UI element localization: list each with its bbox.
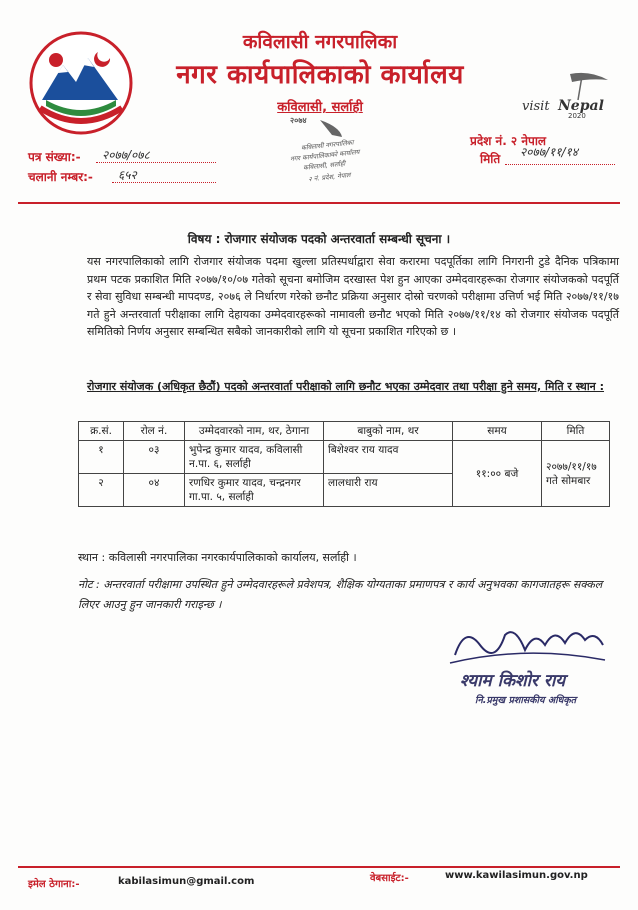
website-label: वेबसाईट:-: [370, 873, 409, 884]
handwritten-signature-icon: [445, 615, 610, 675]
office-location: कविलासी, सर्लाही: [277, 100, 363, 115]
row-candidate: रणधिर कुमार यादव, चन्द्रनगर गा.पा. ५, सर्लाही: [185, 474, 324, 507]
date-line: [505, 164, 615, 165]
table-header-row: [79, 422, 610, 441]
office-name: नगर कार्यपालिकाको कार्यालय: [176, 60, 464, 90]
date-value: २०७७/११/१४: [520, 145, 579, 159]
col-candidate: उम्मेदवारको नाम, थर, ठेगाना: [185, 422, 324, 441]
svg-text:Nepal: Nepal: [558, 98, 604, 114]
notice-body: यस नगरपालिकाको लागि रोजगार संयोजक पदमा खुल्ला प्रतिस्पर्धाद्वारा सेवा करारमा पदपूर्तिका लागि निगरानी टुडे दैनिक पत्रिकामा प्रथम पटक प्रकाशित मिति २०७७/१०/०७ गतेको सूचना बमोजिम दरखास्त पेश हुन आएका उम्मेदवारहरूका रोजगार संयोजकको पदपूर्ति र सेवा सुविधा सम्बन्धी मापदण्ड, २०७६ ले निर्धारण गरेको छनौट प्रक्रिया अनुसार दोस्रो चरणको परीक्षामा उत्तिर्ण भई मिति २०७७/११/१७ गते हुने अन्तरवार्ता परीक्षाका लागि देहायका उम्मेदवारहरूको नामावली छनौट भएको मिति २०७७/११/१४ को रोजगार संयोजक पदपूर्ति समितिको निर्णय अनुसार सम्बन्धित सबैको जानकारीको लागि यो सूचना प्रकाशित गरिएको छ ।: [87, 255, 619, 338]
dispatch-number-line: [112, 182, 216, 183]
footer-divider: [18, 866, 620, 868]
date-label: मिति: [480, 152, 501, 166]
col-time: समय: [453, 422, 542, 441]
col-roll: रोल नं.: [124, 422, 185, 441]
row-candidate: भुपेन्द्र कुमार यादव, कविलासी न.पा. ६, सर्लाही: [185, 441, 324, 474]
svg-text:२०७४: २०७४: [290, 116, 307, 125]
dispatch-number-value: ६५२: [118, 168, 137, 182]
candidate-table: [78, 421, 610, 507]
website-link[interactable]: www.kawilasimun.gov.np: [445, 870, 588, 881]
ref-number-value: २०७७/०७८: [102, 148, 150, 162]
row-father: लालधारी राय: [324, 474, 453, 507]
table-row: [79, 441, 610, 474]
email-label: इमेल ठेगाना:-: [28, 879, 80, 890]
header-divider: [18, 202, 620, 204]
col-sn: क्र.सं.: [79, 422, 124, 441]
svg-text:visit: visit: [522, 99, 550, 114]
svg-text:नगर कार्यपालिकाको कार्यालय: नगर कार्यपालिकाको कार्यालय: [289, 147, 360, 164]
row-father: बिशेश्वर राय यादव: [324, 441, 453, 474]
municipality-emblem-icon: [28, 30, 134, 136]
province-label: प्रदेश नं. २ नेपाल: [470, 134, 547, 148]
dispatch-number-label: चलानी नम्बर:-: [28, 170, 93, 184]
municipality-name: कविलासी नगरपालिका: [242, 31, 398, 53]
notice-subject: विषय : रोजगार संयोजक पदको अन्तरवार्ता सम्बन्धी सूचना ।: [187, 232, 451, 246]
row-sn: २: [79, 474, 124, 507]
col-date: मिति: [542, 422, 610, 441]
svg-text:कविलासी, सर्लाही: कविलासी, सर्लाही: [302, 159, 346, 172]
office-seal-icon: [280, 115, 380, 187]
svg-text:2020: 2020: [568, 112, 586, 120]
exam-date: २०७७/११/१७ गते सोमबार: [542, 441, 610, 507]
ref-number-line: [96, 162, 216, 163]
signatory-title: नि.प्रमुख प्रशासकीय अधिकृत: [475, 695, 577, 706]
signatory-name: श्याम किशोर राय: [460, 671, 566, 691]
row-roll: ०३: [124, 441, 185, 474]
col-father: बाबुको नाम, थर: [324, 422, 453, 441]
row-roll: ०४: [124, 474, 185, 507]
visit-nepal-logo-icon: [520, 70, 620, 120]
svg-text:कविलासी नगरपालिका: कविलासी नगरपालिका: [300, 138, 354, 152]
ref-number-label: पत्र संख्या:-: [28, 150, 81, 164]
exam-place: स्थान : कविलासी नगरपालिका नगरकार्यपालिकाको कार्यालय, सर्लाही ।: [78, 551, 357, 564]
row-sn: १: [79, 441, 124, 474]
notice-note: नोट : अन्तरवार्ता परीक्षामा उपस्थित हुने उम्मेदवारहरूले प्रवेशपत्र, शैक्षिक योग्यताका प्रमाणपत्र र कार्य अनुभवका कागजातहरू सक्कल लिएर आउनु हुन जानकारी गराइन्छ ।: [78, 578, 603, 611]
exam-time: ११:०० बजे: [453, 441, 542, 507]
table-heading: रोजगार संयोजक (अधिकृत छैठौं) पदको अन्तरवार्ता परीक्षाको लागि छनौट भएका उम्मेदवार तथा परीक्षा हुने समय, मिति र स्थान :: [87, 380, 605, 393]
svg-text:२ नं. प्रदेश, नेपाल: २ नं. प्रदेश, नेपाल: [308, 170, 351, 184]
email-link[interactable]: kabilasimun@gmail.com: [118, 876, 255, 887]
